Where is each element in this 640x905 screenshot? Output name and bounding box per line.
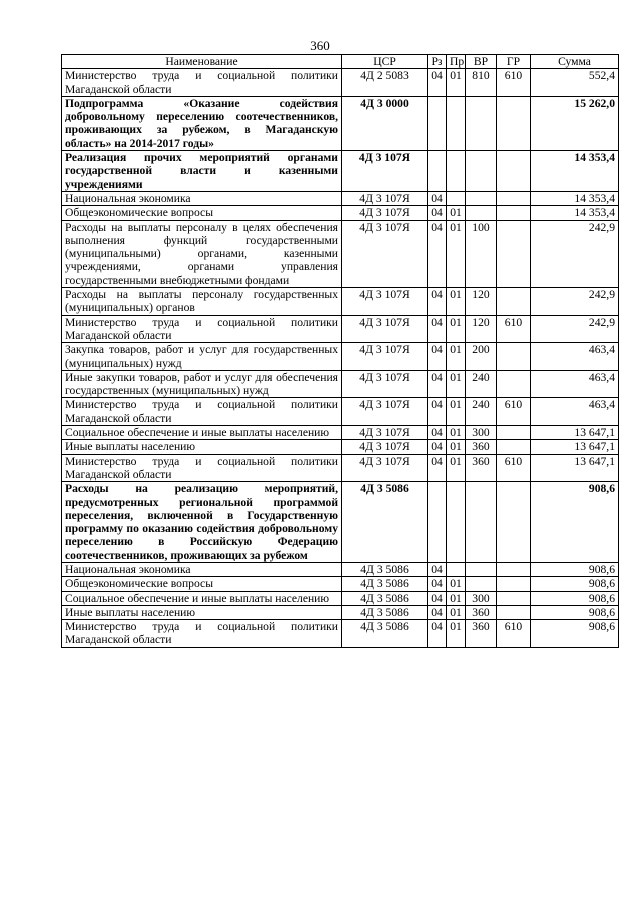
table-row — [62, 482, 619, 563]
cell-vr — [466, 206, 497, 220]
cell-gr: 610 — [497, 398, 531, 426]
table-row — [62, 620, 619, 648]
cell-sum: 463,4 — [531, 343, 619, 371]
cell-sum: 463,4 — [531, 370, 619, 398]
cell-pr: 01 — [447, 315, 466, 343]
cell-gr: 610 — [497, 620, 531, 648]
table-row — [62, 562, 619, 576]
cell-csr: 4Д 3 107Я — [342, 315, 428, 343]
cell-pr — [447, 191, 466, 205]
table-row — [62, 454, 619, 482]
cell-csr: 4Д 3 0000 — [342, 96, 428, 150]
table-row — [62, 440, 619, 454]
cell-rz: 04 — [428, 191, 447, 205]
cell-vr: 200 — [466, 343, 497, 371]
table-row — [62, 398, 619, 426]
cell-pr: 01 — [447, 288, 466, 316]
cell-name: Министерство труда и социальной политики Магаданской области — [62, 69, 342, 97]
cell-gr — [497, 426, 531, 440]
cell-gr — [497, 206, 531, 220]
table-row — [62, 206, 619, 220]
cell-gr — [497, 577, 531, 591]
cell-sum: 13 647,1 — [531, 440, 619, 454]
cell-rz: 04 — [428, 288, 447, 316]
cell-name: Национальная экономика — [62, 562, 342, 576]
cell-sum: 908,6 — [531, 562, 619, 576]
cell-gr — [497, 440, 531, 454]
cell-pr — [447, 151, 466, 192]
cell-vr: 120 — [466, 315, 497, 343]
table-row — [62, 96, 619, 150]
cell-vr: 240 — [466, 370, 497, 398]
cell-pr: 01 — [447, 220, 466, 287]
cell-sum: 908,6 — [531, 482, 619, 563]
cell-name: Социальное обеспечение и иные выплаты населению — [62, 426, 342, 440]
header-rz: Рз — [428, 55, 447, 69]
cell-pr: 01 — [447, 440, 466, 454]
cell-rz: 04 — [428, 577, 447, 591]
cell-rz — [428, 151, 447, 192]
cell-sum: 552,4 — [531, 69, 619, 97]
cell-name: Общеэкономические вопросы — [62, 577, 342, 591]
cell-csr: 4Д 3 107Я — [342, 191, 428, 205]
cell-csr: 4Д 3 5086 — [342, 482, 428, 563]
cell-name: Иные выплаты населению — [62, 440, 342, 454]
cell-csr: 4Д 3 107Я — [342, 440, 428, 454]
cell-vr: 360 — [466, 454, 497, 482]
cell-rz: 04 — [428, 454, 447, 482]
cell-name: Закупка товаров, работ и услуг для государственных (муниципальных) нужд — [62, 343, 342, 371]
cell-rz: 04 — [428, 591, 447, 605]
cell-rz: 04 — [428, 343, 447, 371]
table-row — [62, 220, 619, 287]
header-sum: Сумма — [531, 55, 619, 69]
cell-name: Министерство труда и социальной политики Магаданской области — [62, 315, 342, 343]
cell-name: Министерство труда и социальной политики Магаданской области — [62, 454, 342, 482]
header-pr: Пр — [447, 55, 466, 69]
cell-vr — [466, 96, 497, 150]
cell-name: Подпрограмма «Оказание содействия добровольному переселению соотечественников, проживающих за рубежом, в Магаданскую область» на 2014-2017 годы» — [62, 96, 342, 150]
cell-gr: 610 — [497, 454, 531, 482]
cell-sum: 14 353,4 — [531, 191, 619, 205]
cell-csr: 4Д 3 5086 — [342, 577, 428, 591]
cell-sum: 14 353,4 — [531, 206, 619, 220]
cell-pr: 01 — [447, 343, 466, 371]
cell-pr — [447, 96, 466, 150]
cell-csr: 4Д 3 107Я — [342, 398, 428, 426]
cell-csr: 4Д 3 107Я — [342, 151, 428, 192]
cell-csr: 4Д 3 107Я — [342, 220, 428, 287]
cell-rz: 04 — [428, 605, 447, 619]
cell-rz: 04 — [428, 562, 447, 576]
table-row — [62, 605, 619, 619]
cell-sum: 242,9 — [531, 315, 619, 343]
cell-name: Иные выплаты населению — [62, 605, 342, 619]
cell-vr: 360 — [466, 620, 497, 648]
cell-sum: 13 647,1 — [531, 426, 619, 440]
cell-sum: 14 353,4 — [531, 151, 619, 192]
table-body — [62, 69, 619, 647]
cell-vr — [466, 562, 497, 576]
table-row — [62, 426, 619, 440]
cell-name: Реализация прочих мероприятий органами государственной власти и казенными учреждениями — [62, 151, 342, 192]
cell-vr: 300 — [466, 426, 497, 440]
cell-name: Общеэкономические вопросы — [62, 206, 342, 220]
cell-name: Министерство труда и социальной политики Магаданской области — [62, 620, 342, 648]
cell-csr: 4Д 3 5086 — [342, 605, 428, 619]
cell-pr — [447, 562, 466, 576]
cell-rz: 04 — [428, 69, 447, 97]
cell-gr — [497, 220, 531, 287]
cell-sum: 15 262,0 — [531, 96, 619, 150]
cell-sum: 13 647,1 — [531, 454, 619, 482]
cell-sum: 242,9 — [531, 220, 619, 287]
cell-gr — [497, 96, 531, 150]
cell-rz: 04 — [428, 220, 447, 287]
cell-csr: 4Д 3 107Я — [342, 343, 428, 371]
cell-vr — [466, 482, 497, 563]
cell-gr — [497, 605, 531, 619]
cell-gr — [497, 191, 531, 205]
cell-pr: 01 — [447, 69, 466, 97]
budget-table — [61, 54, 619, 648]
cell-name: Министерство труда и социальной политики Магаданской области — [62, 398, 342, 426]
cell-name: Расходы на выплаты персоналу государственных (муниципальных) органов — [62, 288, 342, 316]
cell-gr — [497, 482, 531, 563]
cell-pr: 01 — [447, 426, 466, 440]
cell-csr: 4Д 3 107Я — [342, 454, 428, 482]
cell-rz: 04 — [428, 315, 447, 343]
header-name: Наименование — [62, 55, 342, 69]
cell-sum: 463,4 — [531, 398, 619, 426]
table-row — [62, 69, 619, 97]
cell-name: Расходы на выплаты персоналу в целях обеспечения выполнения функций государственными (муниципальными) органами, казенными учреждениями, органами управления государственными внебюджетными фондами — [62, 220, 342, 287]
cell-pr: 01 — [447, 591, 466, 605]
cell-rz: 04 — [428, 206, 447, 220]
header-csr: ЦСР — [342, 55, 428, 69]
cell-vr: 240 — [466, 398, 497, 426]
cell-csr: 4Д 3 107Я — [342, 426, 428, 440]
header-vr: ВР — [466, 55, 497, 69]
table-row — [62, 151, 619, 192]
cell-pr: 01 — [447, 577, 466, 591]
cell-rz — [428, 482, 447, 563]
cell-sum: 908,6 — [531, 620, 619, 648]
cell-csr: 4Д 3 107Я — [342, 288, 428, 316]
cell-sum: 908,6 — [531, 605, 619, 619]
cell-rz: 04 — [428, 440, 447, 454]
cell-rz: 04 — [428, 398, 447, 426]
cell-rz: 04 — [428, 370, 447, 398]
cell-vr — [466, 191, 497, 205]
cell-sum: 908,6 — [531, 577, 619, 591]
cell-vr — [466, 151, 497, 192]
cell-pr: 01 — [447, 620, 466, 648]
cell-pr: 01 — [447, 605, 466, 619]
cell-csr: 4Д 3 5086 — [342, 591, 428, 605]
cell-vr: 300 — [466, 591, 497, 605]
cell-pr: 01 — [447, 398, 466, 426]
cell-pr: 01 — [447, 370, 466, 398]
cell-vr: 120 — [466, 288, 497, 316]
table-row — [62, 577, 619, 591]
table-header-row — [62, 55, 619, 69]
cell-csr: 4Д 3 107Я — [342, 370, 428, 398]
cell-gr — [497, 151, 531, 192]
cell-gr: 610 — [497, 69, 531, 97]
cell-gr: 610 — [497, 315, 531, 343]
table-row — [62, 315, 619, 343]
cell-rz: 04 — [428, 426, 447, 440]
cell-vr: 360 — [466, 605, 497, 619]
cell-csr: 4Д 3 5086 — [342, 562, 428, 576]
cell-vr: 100 — [466, 220, 497, 287]
cell-gr — [497, 370, 531, 398]
cell-pr — [447, 482, 466, 563]
page-number: 360 — [310, 38, 330, 53]
cell-name: Национальная экономика — [62, 191, 342, 205]
table-row — [62, 288, 619, 316]
table-row — [62, 591, 619, 605]
cell-sum: 242,9 — [531, 288, 619, 316]
cell-gr — [497, 288, 531, 316]
cell-name: Иные закупки товаров, работ и услуг для обеспечения государственных (муниципальных) нужд — [62, 370, 342, 398]
cell-rz: 04 — [428, 620, 447, 648]
cell-csr: 4Д 2 5083 — [342, 69, 428, 97]
cell-pr: 01 — [447, 454, 466, 482]
cell-gr — [497, 591, 531, 605]
cell-gr — [497, 562, 531, 576]
cell-csr: 4Д 3 5086 — [342, 620, 428, 648]
cell-csr: 4Д 3 107Я — [342, 206, 428, 220]
header-gr: ГР — [497, 55, 531, 69]
table-row — [62, 343, 619, 371]
cell-vr — [466, 577, 497, 591]
cell-rz — [428, 96, 447, 150]
cell-vr: 360 — [466, 440, 497, 454]
cell-gr — [497, 343, 531, 371]
table-row — [62, 191, 619, 205]
cell-sum: 908,6 — [531, 591, 619, 605]
table-row — [62, 370, 619, 398]
cell-pr: 01 — [447, 206, 466, 220]
cell-name: Социальное обеспечение и иные выплаты населению — [62, 591, 342, 605]
cell-name: Расходы на реализацию мероприятий, предусмотренных региональной программой переселения, включенной в Государственную программу по оказанию содействия добровольному переселению в Российскую Федерацию соотечественников, проживающих за рубежом — [62, 482, 342, 563]
cell-vr: 810 — [466, 69, 497, 97]
